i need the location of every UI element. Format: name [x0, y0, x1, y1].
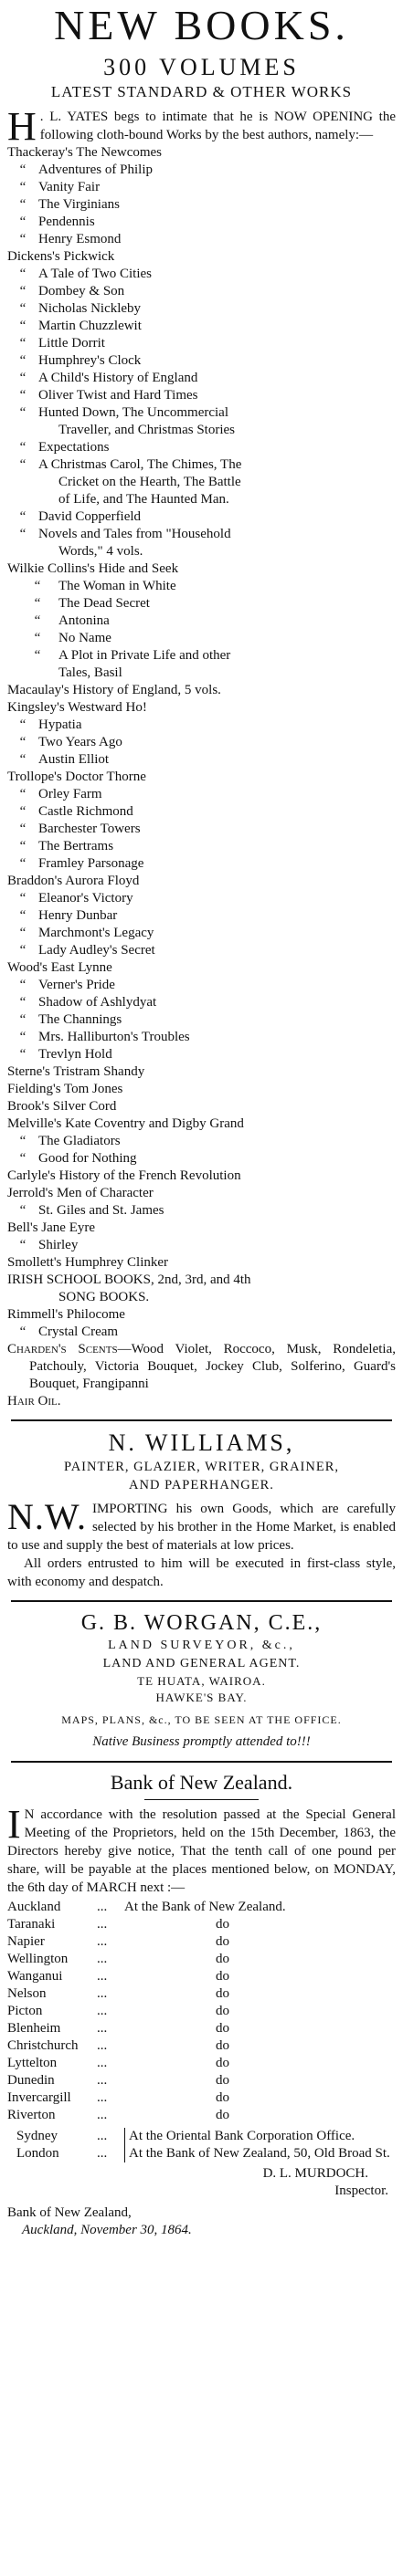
book-title: The Dead Secret	[58, 596, 150, 611]
branch-dots: ...	[97, 1969, 108, 1984]
branch-place: Napier	[7, 1934, 45, 1949]
bank-notice	[7, 1770, 396, 2239]
book-entry	[7, 1168, 396, 1185]
book-title: Hunted Down, The Uncommercial	[38, 405, 229, 420]
branch-agent: do	[216, 2073, 229, 2088]
book-entry	[7, 1324, 396, 1341]
ditto-mark: “	[19, 891, 27, 906]
book-entry	[7, 1272, 396, 1289]
book-entry	[7, 1133, 396, 1150]
book-title: David Copperfield	[38, 509, 142, 524]
london-row	[7, 2145, 396, 2162]
williams-trades-2: AND PAPERHANGER.	[129, 1478, 274, 1492]
book-title: Dickens's Pickwick	[7, 249, 115, 264]
book-title: A Tale of Two Cities	[38, 267, 153, 281]
branch-place: Wellington	[7, 1952, 69, 1966]
branch-place: Wanganui	[7, 1969, 63, 1984]
williams-text-1: IMPORTING his own Goods, which are carefully selected by his brother in the Home Market, is enabled to use and supply the best of materials at low prices.	[7, 1502, 396, 1553]
ditto-mark: “	[19, 908, 27, 923]
book-entry	[7, 925, 396, 942]
book-title: Hypatia	[38, 717, 82, 732]
book-entry	[7, 162, 396, 179]
book-entry	[7, 1237, 396, 1254]
book-title: Thackeray's The Newcomes	[7, 145, 163, 160]
book-entry	[7, 560, 396, 578]
branch-rows	[7, 1899, 396, 2124]
intro-dropcap: H	[7, 104, 37, 149]
book-title: Marchmont's Legacy	[38, 926, 154, 940]
branch-dots: ...	[97, 2073, 108, 2088]
book-entry	[7, 1202, 396, 1220]
book-title: Smollett's Humphrey Clinker	[7, 1255, 169, 1270]
ditto-mark: “	[34, 648, 41, 663]
book-entry	[7, 890, 396, 907]
ditto-mark: “	[19, 267, 27, 281]
book-title: Expectations	[38, 440, 110, 455]
book-title: Melville's Kate Coventry and Digby Grand	[7, 1116, 244, 1131]
book-entry	[7, 456, 396, 474]
book-title: The Channings	[38, 1012, 122, 1027]
book-entry	[7, 144, 396, 162]
book-entry	[7, 404, 396, 422]
book-entry	[7, 630, 396, 647]
scents-text: —Wood Violet, Roccoco, Musk, Rondeletia, Patchouly, Victoria Bouquet, Jockey Club, Solferino, Guard's Bouquet, Frangipanni	[29, 1342, 396, 1391]
book-entry	[7, 1011, 396, 1029]
book-entry	[7, 578, 396, 595]
ditto-mark: “	[19, 440, 27, 455]
ditto-mark: “	[19, 371, 27, 385]
bank-notice-text: N accordance with the resolution passed at the Special General Meeting of the Proprietors, held on the 15th December, 1863, the Directors hereby give notice, That the tenth call of one pound per share, will be payable at the places mentioned below, on MONDAY, the 6th day of MARCH next :—	[7, 1807, 396, 1895]
worgan-title: G. B. WORGAN, C.E.,	[80, 1611, 323, 1635]
book-title: Martin Chuzzlewit	[38, 319, 142, 333]
branch-agent: do	[216, 1934, 229, 1949]
book-title: Wilkie Collins's Hide and Seek	[7, 561, 179, 576]
branch-row	[7, 2107, 396, 2124]
book-entry	[7, 283, 396, 300]
ditto-mark: “	[19, 336, 27, 351]
book-title: Kingsley's Westward Ho!	[7, 700, 147, 715]
sydney-row	[7, 2128, 396, 2145]
ditto-mark: “	[19, 301, 27, 316]
book-entry	[7, 439, 396, 456]
book-entry	[7, 1220, 396, 1237]
book-entry	[7, 682, 396, 699]
worgan-region: HAWKE'S BAY.	[155, 1691, 248, 1704]
ditto-mark: “	[19, 319, 27, 333]
book-entry-continuation	[7, 665, 396, 682]
branch-place: Auckland	[7, 1900, 61, 1914]
ditto-mark: “	[19, 162, 27, 177]
scents-entry	[7, 1341, 396, 1393]
book-title: Henry Esmond	[38, 232, 122, 246]
book-title: Little Dorrit	[38, 336, 105, 351]
ditto-mark: “	[19, 1134, 27, 1148]
book-entry	[7, 335, 396, 352]
book-title: Adventures of Philip	[38, 162, 153, 177]
williams-dropcap: N.W.	[7, 1496, 87, 1537]
book-title: Bell's Jane Eyre	[7, 1220, 96, 1235]
worgan-advertisement	[7, 1609, 396, 1752]
ditto-mark: “	[34, 631, 41, 645]
book-title: Wood's East Lynne	[7, 960, 112, 975]
branch-table	[7, 1899, 396, 2124]
book-entry	[7, 1306, 396, 1324]
sydney-label: Sydney	[16, 2129, 58, 2143]
newspaper-column	[0, 2, 403, 2576]
williams-title: N. WILLIAMS,	[108, 1429, 295, 1456]
branch-place: Invercargill	[7, 2090, 71, 2105]
book-title: Traveller, and Christmas Stories	[58, 423, 235, 437]
book-title: Dombey & Son	[38, 284, 125, 298]
book-title: Lady Audley's Secret	[38, 943, 155, 958]
volumes-heading: 300 VOLUMES	[103, 54, 300, 80]
book-title: A Child's History of England	[38, 371, 198, 385]
book-entry	[7, 266, 396, 283]
branch-row	[7, 1951, 396, 1968]
bank-title-rule	[144, 1799, 259, 1800]
ditto-mark: “	[19, 978, 27, 992]
book-entry	[7, 994, 396, 1011]
scents-label: Charden's Scents	[7, 1342, 118, 1356]
overseas-table	[7, 2128, 396, 2162]
williams-paragraph-1	[7, 1496, 396, 1555]
book-entry	[7, 231, 396, 248]
branch-place: Lyttelton	[7, 2056, 58, 2070]
book-title: Framley Parsonage	[38, 856, 144, 871]
ditto-mark: “	[19, 1151, 27, 1166]
book-entry-continuation	[7, 1289, 396, 1306]
worgan-maps-line: MAPS, PLANS, &c., TO BE SEEN AT THE OFFICE.	[61, 1713, 342, 1726]
bank-title: Bank of New Zealand.	[110, 1771, 293, 1794]
branch-row	[7, 1899, 396, 1916]
book-title: St. Giles and St. James	[38, 1203, 164, 1218]
book-entry	[7, 647, 396, 665]
bank-signature-title: Inspector.	[334, 2183, 388, 2198]
intro-text: . L. YATES begs to intimate that he is NOW OPENING the following cloth-bound Works by the best authors, namely:—	[39, 110, 396, 142]
branch-place: Christchurch	[7, 2038, 79, 2053]
branch-dots: ...	[97, 1900, 108, 1914]
branch-row	[7, 1916, 396, 1933]
book-entry	[7, 248, 396, 266]
ditto-mark: “	[19, 1030, 27, 1044]
book-entry	[7, 977, 396, 994]
ditto-mark: “	[34, 613, 41, 628]
branch-row	[7, 1968, 396, 1985]
book-title: Tales, Basil	[58, 665, 122, 680]
book-title: Carlyle's History of the French Revolution	[7, 1168, 241, 1183]
book-entry	[7, 526, 396, 543]
branch-row	[7, 2020, 396, 2037]
williams-advertisement	[7, 1429, 396, 1591]
ditto-mark: “	[19, 717, 27, 732]
book-title: of Life, and The Haunted Man.	[58, 492, 229, 507]
book-entry	[7, 786, 396, 803]
ditto-mark: “	[19, 197, 27, 212]
book-entry	[7, 613, 396, 630]
book-entry	[7, 821, 396, 838]
sydney-dots: ...	[97, 2129, 108, 2143]
books-intro-paragraph	[7, 104, 396, 149]
book-title: SONG BOOKS.	[58, 1290, 150, 1304]
section-divider	[11, 1761, 392, 1763]
book-entry	[7, 803, 396, 821]
branch-agent: do	[216, 1952, 229, 1966]
book-title: Verner's Pride	[38, 978, 115, 992]
branch-agent: do	[216, 2004, 229, 2018]
branch-agent: do	[216, 2056, 229, 2070]
book-title: The Bertrams	[38, 839, 114, 853]
bank-footer	[7, 2204, 396, 2239]
book-entry	[7, 1029, 396, 1046]
bank-notice-paragraph	[7, 1802, 396, 1897]
book-title: IRISH SCHOOL BOOKS, 2nd, 3rd, and 4th	[7, 1272, 251, 1287]
ditto-mark: “	[19, 1203, 27, 1218]
branch-dots: ...	[97, 2056, 108, 2070]
book-entry	[7, 838, 396, 855]
new-books-advertisement	[7, 2, 396, 1410]
branch-agent: At the Bank of New Zealand.	[124, 1900, 286, 1914]
section-divider	[11, 1419, 392, 1421]
ditto-mark: “	[19, 509, 27, 524]
hair-oil-entry: Hair Oil.	[7, 1394, 61, 1408]
ditto-mark: “	[19, 839, 27, 853]
book-entry	[7, 352, 396, 370]
book-entry	[7, 769, 396, 786]
book-entry-continuation	[7, 422, 396, 439]
branch-dots: ...	[97, 1917, 108, 1932]
ditto-mark: “	[19, 804, 27, 819]
book-title: Sterne's Tristram Shandy	[7, 1064, 145, 1079]
book-title: Shadow of Ashlydyat	[38, 995, 157, 1010]
book-title: Novels and Tales from "Household	[38, 527, 231, 541]
ditto-mark: “	[19, 1238, 27, 1252]
book-title: Orley Farm	[38, 787, 102, 801]
book-title: Rimmell's Philocome	[7, 1307, 125, 1322]
branch-row	[7, 1933, 396, 1951]
book-entry-continuation	[7, 474, 396, 491]
book-title: Brook's Silver Cord	[7, 1099, 117, 1114]
ditto-mark: “	[19, 1325, 27, 1339]
branch-place: Blenheim	[7, 2021, 61, 2036]
book-title: A Christmas Carol, The Chimes, The	[38, 457, 242, 472]
ditto-mark: “	[19, 284, 27, 298]
book-title: Braddon's Aurora Floyd	[7, 874, 140, 888]
book-title: Mrs. Halliburton's Troubles	[38, 1030, 190, 1044]
ditto-mark: “	[19, 457, 27, 472]
book-entry	[7, 370, 396, 387]
ditto-mark: “	[19, 232, 27, 246]
ditto-mark: “	[19, 215, 27, 229]
book-entry	[7, 734, 396, 751]
book-title: Antonina	[58, 613, 110, 628]
book-entry	[7, 179, 396, 196]
branch-agent: do	[216, 1969, 229, 1984]
book-entry	[7, 1254, 396, 1272]
ditto-mark: “	[34, 596, 41, 611]
branch-place: Picton	[7, 2004, 43, 2018]
book-title: Cricket on the Hearth, The Battle	[58, 475, 241, 489]
book-title: Good for Nothing	[38, 1151, 137, 1166]
book-title: Words," 4 vols.	[58, 544, 143, 559]
branch-agent: do	[216, 2021, 229, 2036]
book-entry	[7, 942, 396, 959]
ditto-mark: “	[19, 388, 27, 403]
book-title: Nicholas Nickleby	[38, 301, 142, 316]
book-title: Shirley	[38, 1238, 79, 1252]
book-title: No Name	[58, 631, 111, 645]
book-entry	[7, 300, 396, 318]
book-entry	[7, 907, 396, 925]
branch-dots: ...	[97, 2090, 108, 2105]
branch-agent: do	[216, 1986, 229, 2001]
book-entry	[7, 318, 396, 335]
book-title: A Plot in Private Life and other	[58, 648, 231, 663]
book-entry	[7, 855, 396, 873]
book-title: Eleanor's Victory	[38, 891, 133, 906]
branch-agent: do	[216, 2090, 229, 2105]
book-title: Barchester Towers	[38, 822, 141, 836]
book-title: Two Years Ago	[38, 735, 122, 749]
branch-agent: do	[216, 2038, 229, 2053]
book-entry-continuation	[7, 543, 396, 560]
book-title: Trollope's Doctor Thorne	[7, 770, 146, 784]
book-entry	[7, 1063, 396, 1081]
book-title: Fielding's Tom Jones	[7, 1082, 123, 1096]
ditto-mark: “	[19, 995, 27, 1010]
branch-agent: do	[216, 1917, 229, 1932]
book-entry	[7, 508, 396, 526]
sydney-text: At the Oriental Bank Corporation Office.	[125, 2128, 397, 2145]
book-title: The Gladiators	[38, 1134, 121, 1148]
book-list	[7, 144, 396, 1341]
book-entry	[7, 1081, 396, 1098]
branch-row	[7, 2072, 396, 2089]
branch-place: Taranaki	[7, 1917, 56, 1932]
ditto-mark: “	[19, 1012, 27, 1027]
bank-footer-line-1: Bank of New Zealand,	[7, 2205, 132, 2220]
ditto-mark: “	[19, 180, 27, 194]
williams-trades-1: PAINTER, GLAZIER, WRITER, GRAINER,	[63, 1460, 340, 1474]
branch-dots: ...	[97, 2004, 108, 2018]
ditto-mark: “	[19, 752, 27, 767]
ditto-mark: “	[19, 822, 27, 836]
ditto-mark: “	[19, 527, 27, 541]
book-entry	[7, 387, 396, 404]
book-title: The Woman in White	[58, 579, 176, 593]
book-entry	[7, 1185, 396, 1202]
bank-signature: D. L. MURDOCH.	[262, 2166, 368, 2181]
branch-row	[7, 2003, 396, 2020]
ditto-mark: “	[19, 353, 27, 368]
ditto-mark: “	[19, 1047, 27, 1062]
book-title: Jerrold's Men of Character	[7, 1186, 154, 1200]
book-entry	[7, 1150, 396, 1168]
ditto-mark: “	[19, 926, 27, 940]
ditto-mark: “	[19, 943, 27, 958]
book-entry	[7, 751, 396, 769]
book-title: Oliver Twist and Hard Times	[38, 388, 198, 403]
ditto-mark: “	[34, 579, 41, 593]
branch-dots: ...	[97, 2108, 108, 2122]
new-books-title: NEW BOOKS.	[54, 2, 349, 48]
branch-dots: ...	[97, 1934, 108, 1949]
bank-dropcap: I	[7, 1802, 21, 1847]
ditto-mark: “	[19, 405, 27, 420]
book-title: Crystal Cream	[38, 1325, 119, 1339]
worgan-agent-line: LAND AND GENERAL AGENT.	[102, 1657, 301, 1670]
branch-row	[7, 2037, 396, 2055]
branch-dots: ...	[97, 1986, 108, 2001]
book-entry	[7, 699, 396, 717]
book-entry	[7, 873, 396, 890]
branch-place: Nelson	[7, 1986, 47, 2001]
worgan-location: TE HUATA, WAIROA.	[137, 1674, 266, 1688]
book-title: Humphrey's Clock	[38, 353, 142, 368]
book-title: The Virginians	[38, 197, 120, 212]
book-entry	[7, 1098, 396, 1115]
worgan-profession: LAND SURVEYOR, &c.,	[108, 1639, 295, 1652]
latest-works-subtitle: LATEST STANDARD & OTHER WORKS	[50, 83, 353, 100]
book-entry	[7, 717, 396, 734]
book-title: Vanity Fair	[38, 180, 101, 194]
section-divider	[11, 1600, 392, 1602]
book-entry	[7, 595, 396, 613]
book-title: Austin Elliot	[38, 752, 110, 767]
branch-row	[7, 2089, 396, 2107]
bank-footer-line-2: Auckland, November 30, 1864.	[22, 2223, 192, 2237]
book-entry	[7, 196, 396, 214]
branch-place: Riverton	[7, 2108, 56, 2122]
london-label: London	[16, 2146, 59, 2161]
williams-paragraph-2: All orders entrusted to him will be executed in first-class style, with economy and despatch.	[7, 1556, 396, 1589]
branch-place: Dunedin	[7, 2073, 55, 2088]
book-title: Trevlyn Hold	[38, 1047, 112, 1062]
book-title: Henry Dunbar	[38, 908, 118, 923]
branch-row	[7, 2055, 396, 2072]
book-entry	[7, 214, 396, 231]
book-entry	[7, 959, 396, 977]
branch-agent: do	[216, 2108, 229, 2122]
ditto-mark: “	[19, 856, 27, 871]
ditto-mark: “	[19, 735, 27, 749]
book-entry	[7, 1046, 396, 1063]
book-title: Pendennis	[38, 215, 95, 229]
book-title: Castle Richmond	[38, 804, 133, 819]
branch-dots: ...	[97, 1952, 108, 1966]
london-text: At the Bank of New Zealand, 50, Old Broad St.	[125, 2145, 397, 2162]
branch-dots: ...	[97, 2021, 108, 2036]
london-dots: ...	[97, 2146, 108, 2161]
book-entry-continuation	[7, 491, 396, 508]
branch-dots: ...	[97, 2038, 108, 2053]
book-title: Macaulay's History of England, 5 vols.	[7, 683, 221, 697]
book-entry	[7, 1115, 396, 1133]
branch-row	[7, 1985, 396, 2003]
ditto-mark: “	[19, 787, 27, 801]
worgan-native-business: Native Business promptly attended to!!!	[92, 1734, 311, 1749]
